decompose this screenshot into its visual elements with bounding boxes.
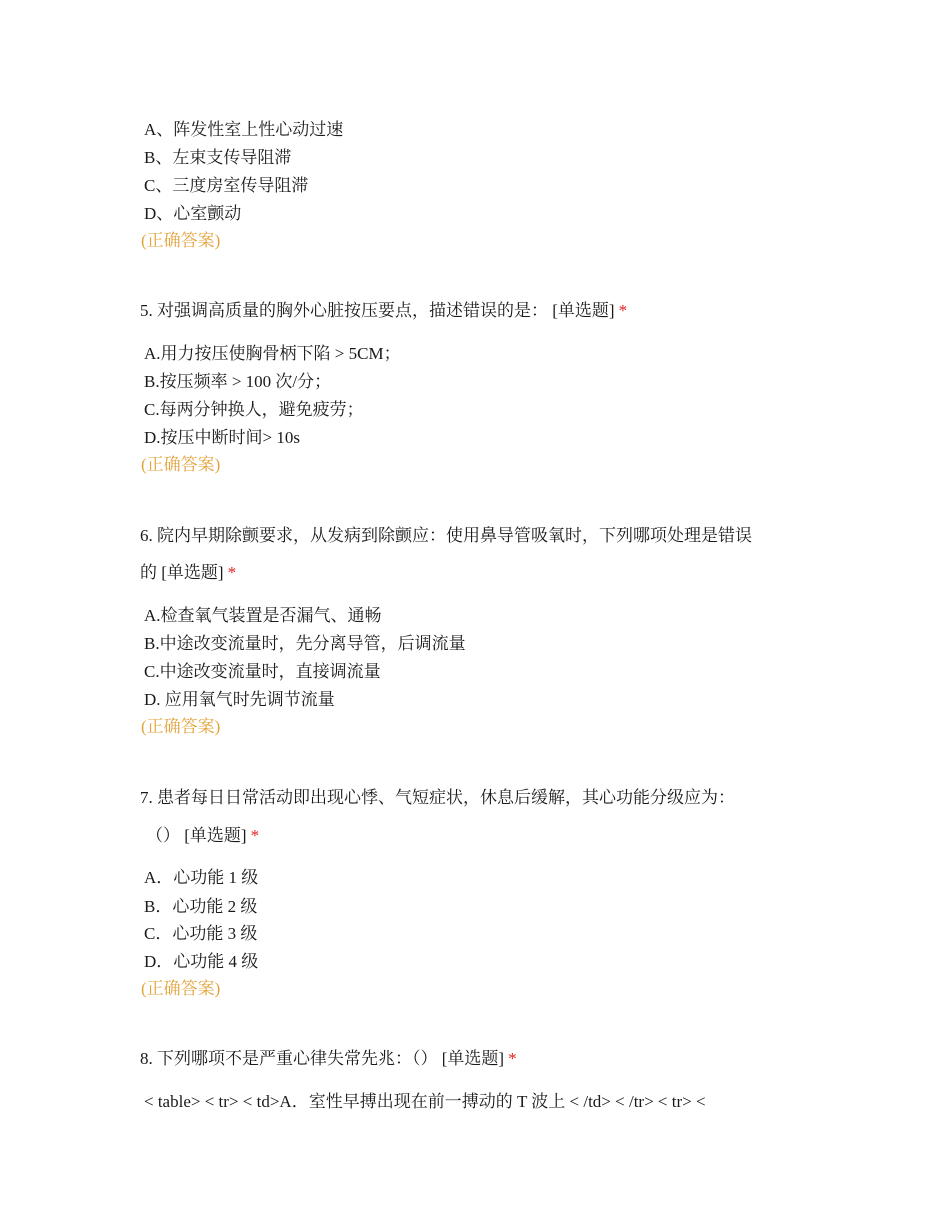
required-mark: *	[250, 826, 260, 845]
correct-answer-label: (正确答案)	[141, 717, 221, 736]
question-title-line2	[140, 561, 236, 585]
correct-answer-label: (正确答案)	[141, 979, 221, 998]
option-d[interactable]: D. 应用氧气时先调节流量	[144, 690, 335, 709]
question-title	[140, 299, 627, 323]
option-a[interactable]: A.用力按压使胸骨柄下陷 > 5CM；	[144, 344, 401, 363]
option-b[interactable]: B．心功能 2 级	[144, 897, 258, 916]
required-mark: *	[227, 563, 237, 582]
required-mark: *	[508, 1049, 517, 1068]
question-title-line2	[146, 824, 259, 848]
option-c[interactable]: C.中途改变流量时，直接调流量	[144, 662, 381, 681]
option-c[interactable]: C.每两分钟换人，避免疲劳；	[144, 400, 364, 419]
option-b[interactable]: B.中途改变流量时，先分离导管，后调流量	[144, 634, 466, 653]
question-title-text: 8. 下列哪项不是严重心律失常先兆：（） [单选题]	[140, 1049, 505, 1068]
question-title-text: （） [单选题]	[146, 826, 247, 845]
question-title-text: 的 [单选题]	[140, 563, 224, 582]
correct-answer-label: (正确答案)	[141, 455, 221, 474]
option-b[interactable]: B.按压频率 > 100 次/分；	[144, 372, 332, 391]
option-a[interactable]: A.检查氧气装置是否漏气、通畅	[144, 606, 382, 625]
option-d[interactable]: D．心功能 4 级	[144, 952, 259, 971]
raw-html-option-text: < table> < tr> < td>A．室性早搏出现在前一搏动的 T 波上 < /td> < /tr> < tr> <	[144, 1092, 706, 1111]
option-d[interactable]: D、心室颤动	[144, 204, 242, 223]
option-b[interactable]: B、左束支传导阻滞	[144, 148, 292, 167]
question-title-text: 5. 对强调高质量的胸外心脏按压要点，描述错误的是： [单选题]	[140, 301, 615, 320]
correct-answer-label: (正确答案)	[141, 231, 221, 250]
option-a[interactable]: A．心功能 1 级	[144, 868, 259, 887]
required-mark: *	[618, 301, 628, 320]
question-title-line1: 6. 院内早期除颤要求，从发病到除颤应：使用鼻导管吸氧时，下列哪项处理是错误	[140, 526, 752, 545]
question-title	[140, 1047, 517, 1071]
option-d[interactable]: D.按压中断时间> 10s	[144, 428, 300, 447]
option-c[interactable]: C．心功能 3 级	[144, 924, 258, 943]
option-c[interactable]: C、三度房室传导阻滞	[144, 176, 309, 195]
question-title-line1: 7. 患者每日日常活动即出现心悸、气短症状，休息后缓解，其心功能分级应为：	[140, 788, 735, 807]
option-a[interactable]: A、阵发性室上性心动过速	[144, 120, 344, 139]
